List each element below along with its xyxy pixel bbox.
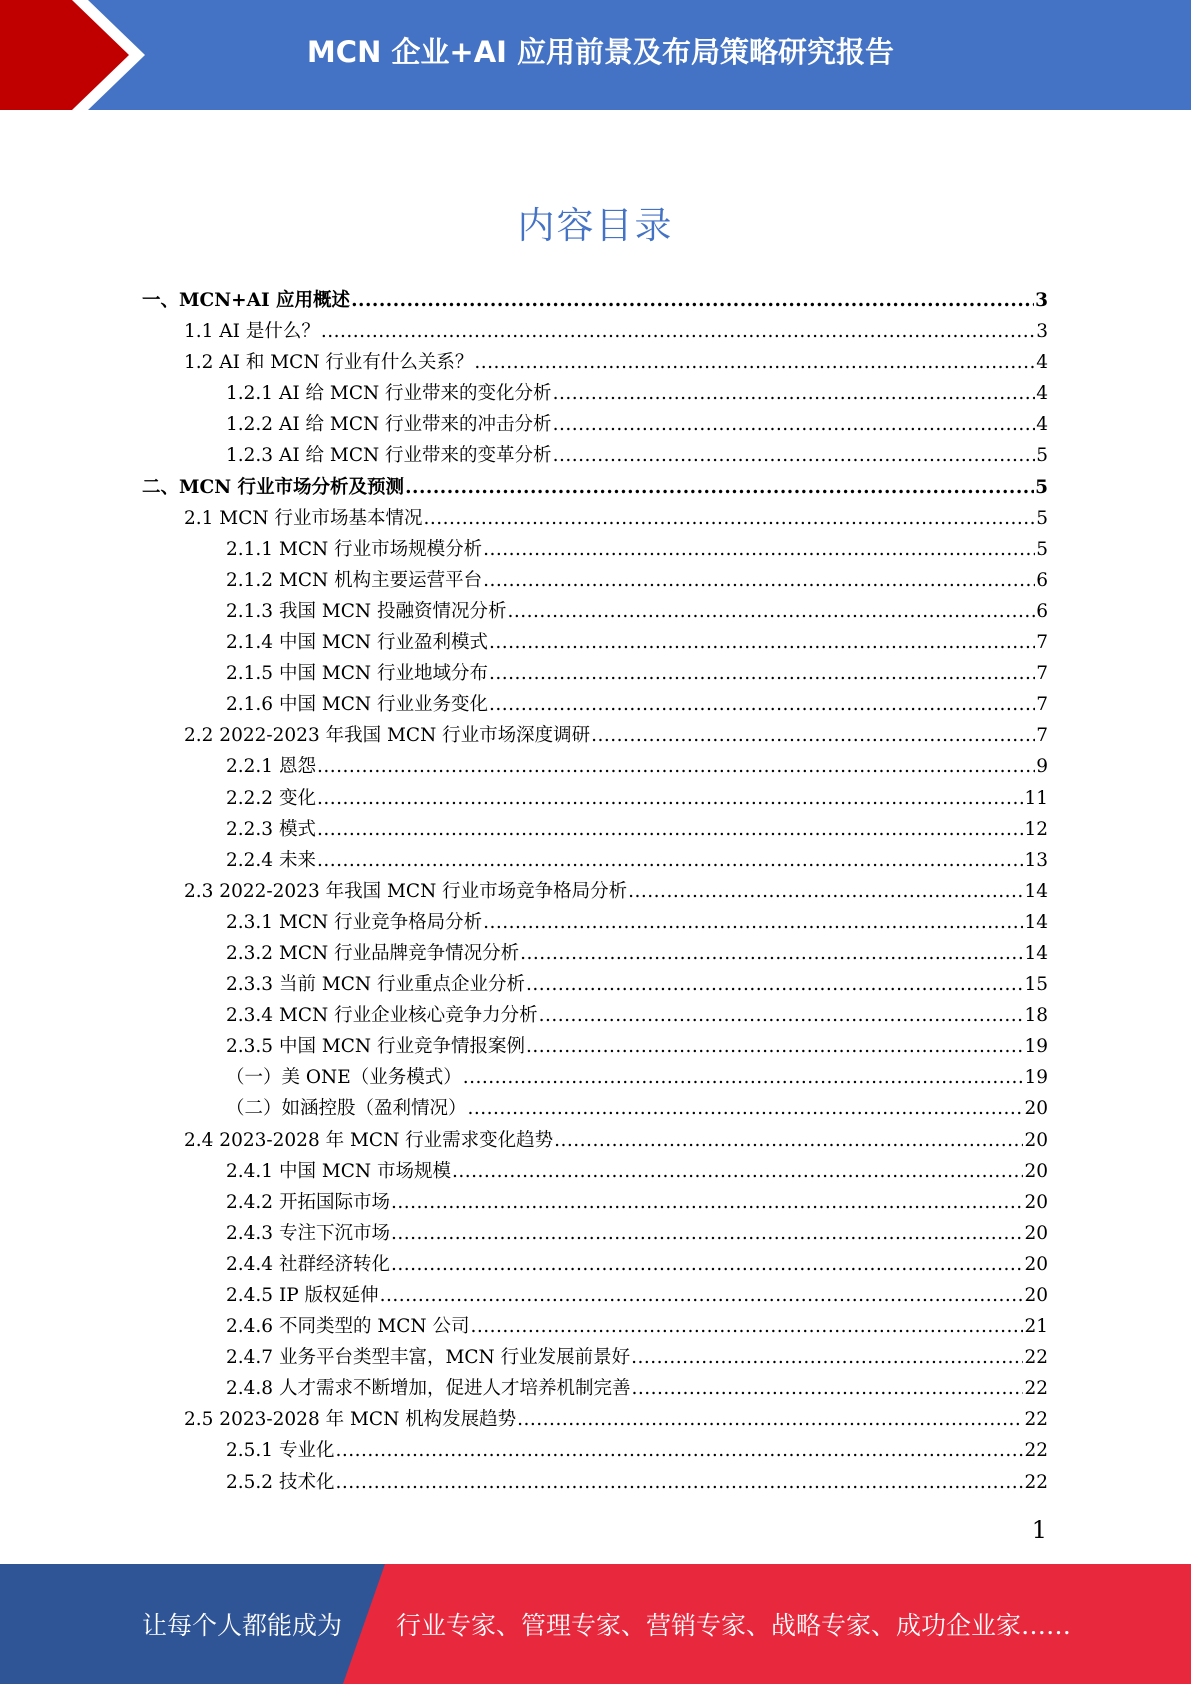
toc-entry-text: 2.4.4 社群经济转化	[226, 1253, 390, 1275]
toc-entry-page: 13	[1024, 849, 1048, 871]
toc-entry-text: 2.4.5 IP 版权延伸	[226, 1285, 379, 1306]
toc-entry-page: 6	[1036, 600, 1048, 622]
toc-entry[interactable]	[142, 1093, 1048, 1124]
toc-heading: 内容目录	[517, 204, 674, 247]
toc-entry[interactable]	[142, 440, 1048, 471]
toc-entry-page: 20	[1024, 1222, 1048, 1244]
toc-entry-text: 2.1.1 MCN 行业市场规模分析	[226, 538, 483, 560]
dot-leader	[631, 1373, 1023, 1404]
dot-leader	[335, 1467, 1023, 1498]
toc-entry[interactable]	[142, 969, 1048, 1000]
toc-entry-text: 2.1 MCN 行业市场基本情况	[184, 507, 423, 529]
page-number: 1	[1031, 1516, 1047, 1544]
toc-entry[interactable]	[142, 1435, 1048, 1466]
toc-entry-text: 2.2.3 模式	[226, 818, 316, 840]
toc-entry-page: 20	[1024, 1191, 1048, 1213]
toc-entry[interactable]	[142, 689, 1048, 720]
toc-entry-text: 2.3 2022-2023 年我国 MCN 行业市场竞争格局分析	[184, 880, 628, 902]
dot-leader	[526, 1031, 1023, 1062]
dot-leader	[539, 1000, 1024, 1031]
toc-entry-page: 5	[1036, 445, 1048, 467]
dot-leader	[489, 689, 1035, 720]
toc-entry-page: 5	[1035, 476, 1048, 498]
dot-leader	[391, 1249, 1023, 1280]
header-banner	[0, 0, 1191, 110]
toc-entry-text: 2.4.8 人才需求不断增加，促进人才培养机制完善	[226, 1378, 631, 1400]
toc-entry[interactable]	[142, 1404, 1048, 1435]
dot-leader	[405, 472, 1034, 503]
dot-leader	[554, 1125, 1023, 1156]
toc-entry-page: 22	[1024, 1440, 1048, 1462]
toc-entry[interactable]	[142, 627, 1048, 658]
dot-leader	[553, 409, 1036, 440]
toc-entry[interactable]	[142, 316, 1048, 347]
dot-leader	[483, 907, 1023, 938]
toc-entry-text: 1.1 AI 是什么？	[184, 321, 320, 343]
toc-entry-page: 22	[1024, 1471, 1048, 1493]
toc-entry[interactable]	[142, 814, 1048, 845]
toc-entry[interactable]	[142, 596, 1048, 627]
dot-leader	[380, 1280, 1024, 1311]
toc-entry-text: 2.3.3 当前 MCN 行业重点企业分析	[226, 974, 525, 996]
toc-entry-text: 2.4.2 开拓国际市场	[226, 1191, 390, 1213]
toc-entry-page: 19	[1024, 1067, 1048, 1089]
toc-entry-text: 2.3.1 MCN 行业竞争格局分析	[226, 911, 483, 933]
toc-entry[interactable]	[142, 1000, 1048, 1031]
report-title: MCN 企业+AI 应用前景及布局策略研究报告	[306, 34, 895, 69]
toc-entry-page: 6	[1036, 569, 1048, 591]
toc-entry-page: 11	[1024, 787, 1048, 809]
toc-entry-text: 二、MCN 行业市场分析及预测	[142, 476, 405, 498]
toc-entry-page: 20	[1024, 1253, 1048, 1275]
toc-entry-text: 2.2.2 变化	[226, 787, 316, 809]
toc-entry[interactable]	[142, 534, 1048, 565]
toc-entry[interactable]	[142, 1187, 1048, 1218]
toc-entry-text: 2.5.1 专业化	[226, 1440, 335, 1462]
toc-entry-page: 3	[1035, 290, 1048, 311]
toc-entry[interactable]	[142, 1249, 1048, 1280]
dot-leader	[351, 285, 1034, 316]
toc-entry-text: 2.1.2 MCN 机构主要运营平台	[226, 569, 483, 591]
toc-entry-text: 1.2.3 AI 给 MCN 行业带来的变革分析	[226, 445, 552, 467]
dot-leader	[483, 534, 1035, 565]
toc-entry-page: 22	[1024, 1378, 1048, 1400]
toc-entry[interactable]	[142, 1125, 1048, 1156]
toc-entry-page: 7	[1036, 663, 1048, 685]
dot-leader	[483, 565, 1035, 596]
footer-slogan-right: 行业专家、管理专家、营销专家、战略专家、成功企业家……	[396, 1611, 1072, 1640]
toc-entry[interactable]	[142, 1311, 1048, 1342]
toc-entry-page: 3	[1036, 321, 1048, 343]
toc-entry-page: 20	[1024, 1129, 1048, 1151]
dot-leader	[335, 1435, 1023, 1466]
toc-entry-text: 2.5.2 技术化	[226, 1471, 335, 1493]
toc-entry-text: 2.3.5 中国 MCN 行业竞争情报案例	[226, 1036, 525, 1058]
toc-entry-page: 22	[1024, 1409, 1048, 1431]
dot-leader	[474, 347, 1035, 378]
toc-entry-text: 2.4.3 专注下沉市场	[226, 1222, 390, 1244]
toc-entry[interactable]	[142, 1342, 1048, 1373]
toc-entry-text: 2.2 2022-2023 年我国 MCN 行业市场深度调研	[184, 725, 591, 747]
toc-entry-page: 14	[1024, 942, 1048, 964]
toc-entry-page: 14	[1024, 911, 1048, 933]
toc-entry-text: 2.1.6 中国 MCN 行业业务变化	[226, 694, 488, 716]
dot-leader	[591, 720, 1035, 751]
dot-leader	[391, 1218, 1023, 1249]
toc-entry-page: 7	[1036, 694, 1048, 716]
toc-entry-text: 一、MCN+AI 应用概述	[142, 290, 351, 311]
toc-entry[interactable]	[142, 503, 1048, 534]
toc-entry-page: 20	[1024, 1285, 1048, 1306]
toc-entry[interactable]	[142, 783, 1048, 814]
toc-entry[interactable]	[142, 1467, 1048, 1498]
footer-slogan-left: 让每个人都能成为	[142, 1611, 343, 1640]
dot-leader	[520, 938, 1023, 969]
toc-entry[interactable]	[142, 876, 1048, 907]
toc-entry-text: 1.2.1 AI 给 MCN 行业带来的变化分析	[226, 383, 552, 405]
dot-leader	[631, 1342, 1023, 1373]
toc-entry-text: 1.2 AI 和 MCN 行业有什么关系？	[184, 352, 474, 374]
table-of-contents	[142, 285, 1048, 1498]
toc-entry-page: 19	[1024, 1036, 1048, 1058]
toc-entry-page: 5	[1036, 507, 1048, 529]
toc-entry-text: 2.3.4 MCN 行业企业核心竞争力分析	[226, 1005, 538, 1027]
dot-leader	[628, 876, 1023, 907]
toc-entry-page: 4	[1036, 383, 1048, 405]
toc-entry-text: 2.1.5 中国 MCN 行业地域分布	[226, 663, 488, 685]
dot-leader	[463, 1062, 1024, 1093]
toc-entry-page: 7	[1036, 725, 1048, 747]
toc-entry-text: 2.4.7 业务平台类型丰富，MCN 行业发展前景好	[226, 1347, 631, 1369]
toc-entry[interactable]	[142, 1062, 1048, 1093]
toc-entry-text: （一）美 ONE（业务模式）	[226, 1067, 462, 1089]
toc-entry-text: 2.1.4 中国 MCN 行业盈利模式	[226, 632, 488, 654]
toc-entry-page: 15	[1024, 974, 1048, 996]
toc-entry-page: 5	[1036, 538, 1048, 560]
toc-entry-text: 2.5 2023-2028 年 MCN 机构发展趋势	[184, 1409, 517, 1431]
dot-leader	[468, 1093, 1024, 1124]
dot-leader	[526, 969, 1023, 1000]
toc-entry-text: 2.4 2023-2028 年 MCN 行业需求变化趋势	[184, 1129, 554, 1151]
dot-leader	[317, 845, 1024, 876]
toc-entry[interactable]	[142, 1218, 1048, 1249]
dot-leader	[423, 503, 1035, 534]
toc-entry[interactable]	[142, 1280, 1048, 1311]
toc-entry[interactable]	[142, 751, 1048, 782]
dot-leader	[489, 627, 1035, 658]
toc-entry-text: 2.2.4 未来	[226, 849, 316, 871]
dot-leader	[452, 1156, 1023, 1187]
toc-entry-text: （二）如涵控股（盈利情况）	[226, 1098, 467, 1120]
toc-entry[interactable]	[142, 938, 1048, 969]
toc-entry-page: 9	[1036, 756, 1048, 778]
toc-entry-page: 12	[1024, 818, 1048, 840]
toc-entry[interactable]	[142, 720, 1048, 751]
dot-leader	[489, 658, 1035, 689]
dot-leader	[317, 814, 1024, 845]
toc-entry-text: 1.2.2 AI 给 MCN 行业带来的冲击分析	[226, 414, 552, 436]
dot-leader	[321, 316, 1035, 347]
toc-entry-text: 2.2.1 恩怨	[226, 756, 316, 778]
dot-leader	[553, 378, 1036, 409]
toc-entry-text: 2.4.6 不同类型的 MCN 公司	[226, 1316, 470, 1338]
toc-entry[interactable]	[142, 565, 1048, 596]
toc-entry-page: 4	[1036, 414, 1048, 436]
toc-entry[interactable]	[142, 1031, 1048, 1062]
toc-entry-page: 7	[1036, 632, 1048, 654]
toc-entry[interactable]	[142, 472, 1048, 503]
toc-entry[interactable]	[142, 845, 1048, 876]
dot-leader	[553, 440, 1036, 471]
toc-entry[interactable]	[142, 378, 1048, 409]
toc-entry-text: 2.4.1 中国 MCN 市场规模	[226, 1160, 451, 1182]
dot-leader	[508, 596, 1036, 627]
dot-leader	[317, 783, 1024, 814]
toc-entry-page: 21	[1024, 1316, 1048, 1338]
toc-entry-text: 2.1.3 我国 MCN 投融资情况分析	[226, 600, 507, 622]
toc-entry[interactable]	[142, 907, 1048, 938]
toc-entry[interactable]	[142, 409, 1048, 440]
footer-banner	[0, 1564, 1191, 1684]
dot-leader	[517, 1404, 1023, 1435]
toc-entry-page: 4	[1036, 352, 1048, 374]
toc-entry-text: 2.3.2 MCN 行业品牌竞争情况分析	[226, 942, 520, 964]
toc-entry[interactable]	[142, 347, 1048, 378]
toc-entry[interactable]	[142, 285, 1048, 316]
dot-leader	[471, 1311, 1024, 1342]
toc-entry[interactable]	[142, 1156, 1048, 1187]
toc-entry[interactable]	[142, 1373, 1048, 1404]
toc-entry[interactable]	[142, 658, 1048, 689]
toc-entry-page: 20	[1024, 1098, 1048, 1120]
toc-entry-page: 20	[1024, 1160, 1048, 1182]
dot-leader	[317, 751, 1035, 782]
toc-entry-page: 18	[1024, 1005, 1048, 1027]
toc-entry-page: 22	[1024, 1347, 1048, 1369]
toc-entry-page: 14	[1024, 880, 1048, 902]
dot-leader	[391, 1187, 1023, 1218]
